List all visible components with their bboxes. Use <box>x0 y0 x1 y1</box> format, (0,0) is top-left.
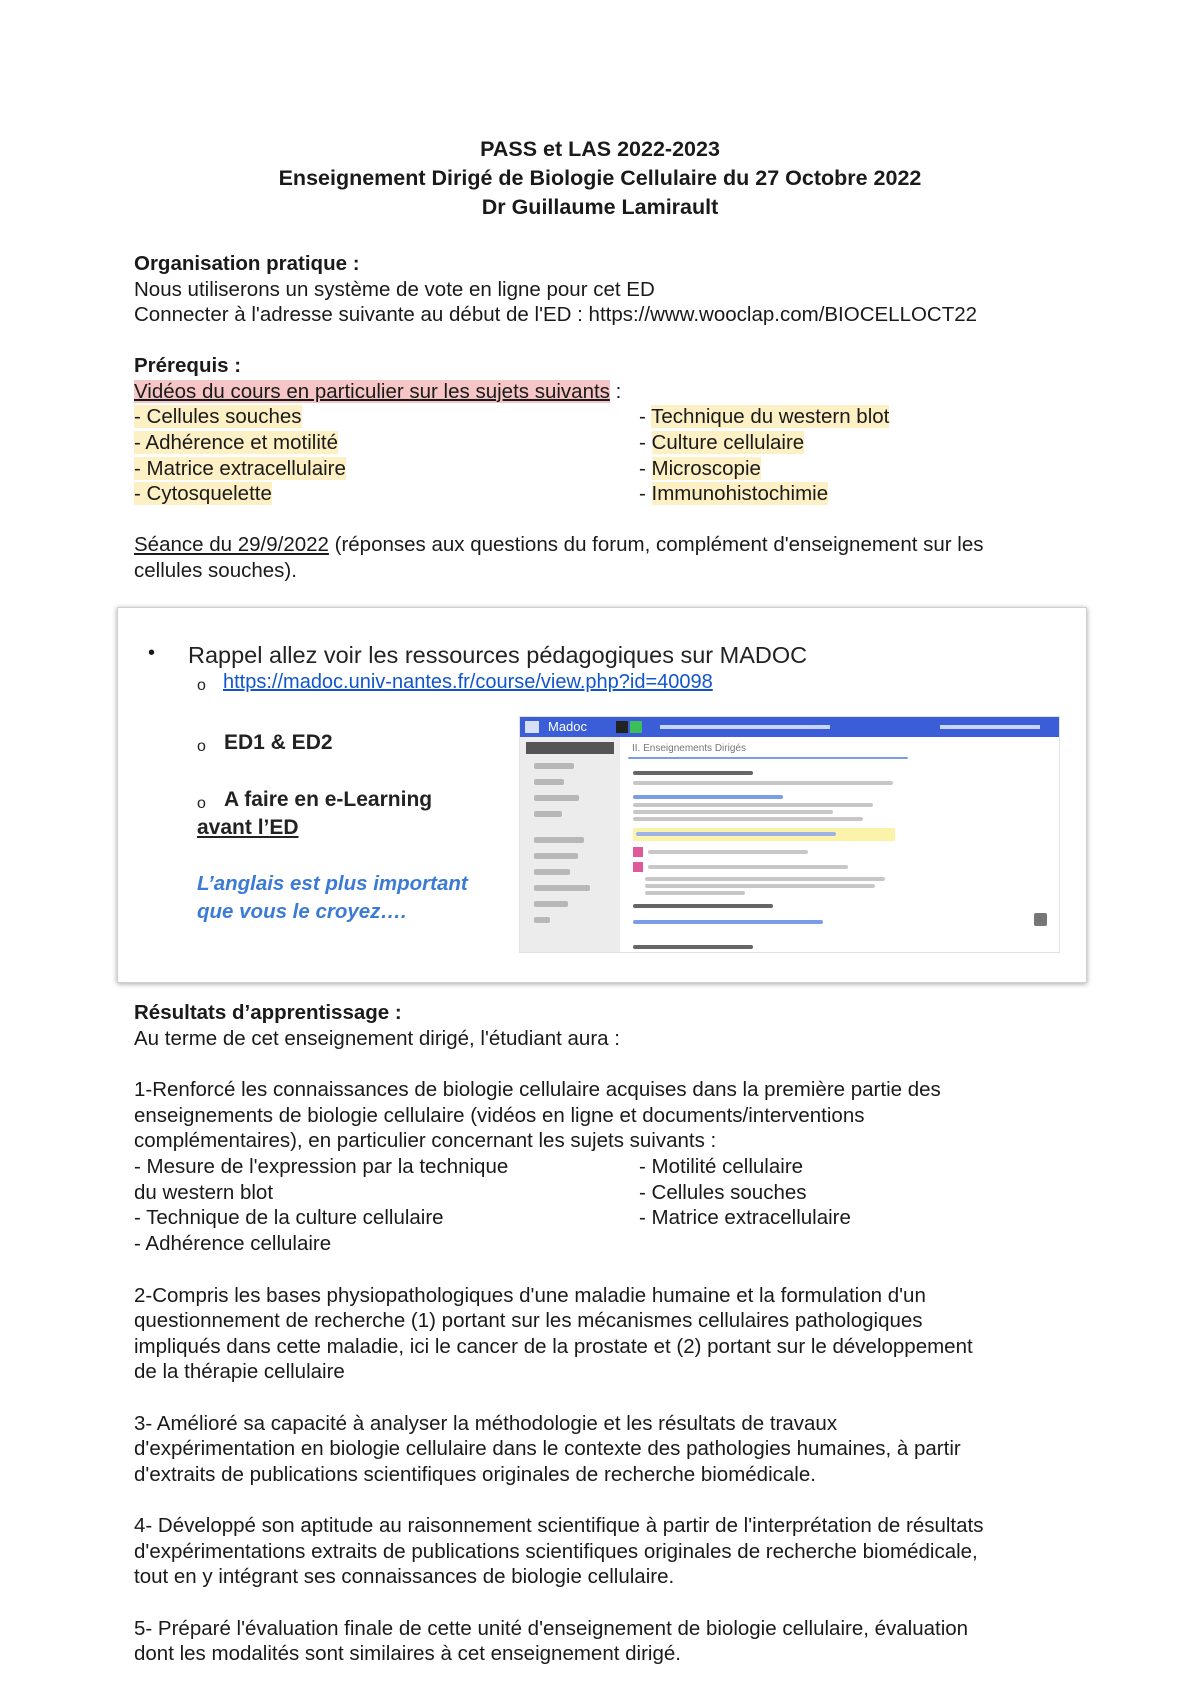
madoc-scroll-button <box>1034 913 1047 926</box>
prerequis-left-text: - Adhérence et motilité <box>134 431 338 454</box>
madoc-text <box>645 891 745 895</box>
seance-line-2: cellules souches). <box>134 559 297 582</box>
madoc-section-title: II. Enseignements Dirigés <box>632 743 746 754</box>
p4-line: 4- Développé son aptitude au raisonnement scientifique à partir de l'interprétation de résultats <box>134 1514 984 1537</box>
prerequis-right-dash: - <box>639 457 652 480</box>
prerequis-right-dash: - <box>639 482 652 505</box>
madoc-sidebar-item <box>534 795 579 801</box>
prerequis-right-item <box>639 430 804 455</box>
prerequis-intro: Vidéos du cours en particulier sur les sujets suivants <box>134 380 610 403</box>
p1-left-item: - Adhérence cellulaire <box>134 1232 332 1255</box>
madoc-link[interactable]: https://madoc.univ-nantes.fr/course/view.php?id=40098 <box>223 671 713 693</box>
madoc-top-bar <box>520 717 1059 737</box>
ed-label: ED1 & ED2 <box>224 731 333 754</box>
madoc-sidebar <box>520 737 620 952</box>
madoc-text <box>648 850 808 854</box>
seance-label: Séance du 29/9/2022 <box>134 533 329 556</box>
sub-bullet: o <box>197 677 206 694</box>
organisation-line-1: Nous utiliserons un système de vote en ligne pour cet ED <box>134 278 655 301</box>
madoc-text <box>648 865 848 869</box>
madoc-sidebar-item <box>534 869 570 875</box>
prerequis-right-text: Culture cellulaire <box>651 431 805 454</box>
p5-line: 5- Préparé l'évaluation finale de cette unité d'enseignement de biologie cellulaire, évaluation <box>134 1617 969 1640</box>
prerequis-left-item <box>134 456 346 481</box>
file-icon <box>633 847 643 857</box>
madoc-text <box>633 771 753 775</box>
madoc-user-menu <box>940 725 1040 729</box>
prerequis-right-item <box>639 404 889 429</box>
p1-line: enseignements de biologie cellulaire (vidéos en ligne et documents/interventions <box>134 1104 865 1127</box>
status-icon <box>630 721 642 733</box>
organisation-title: Organisation pratique : <box>134 252 360 275</box>
prerequis-left-item <box>134 430 338 455</box>
prerequis-right-text: Microscopie <box>651 457 761 480</box>
prerequis-right-dash: - <box>639 431 652 454</box>
organisation-line-2: Connecter à l'adresse suivante au début de l'ED : https://www.wooclap.com/BIOCELLOCT22 <box>134 303 978 326</box>
madoc-text <box>633 803 873 807</box>
madoc-sidebar-item <box>534 917 550 923</box>
prerequis-title: Prérequis : <box>134 354 242 377</box>
elearning-line-2: avant l’ED <box>197 816 299 839</box>
p1-left-item: - Technique de la culture cellulaire <box>134 1206 444 1229</box>
file-icon <box>633 862 643 872</box>
madoc-sidebar-item <box>534 901 568 907</box>
prerequis-left-item <box>134 404 302 429</box>
madoc-sidebar-item <box>534 811 562 817</box>
menu-icon <box>525 721 539 733</box>
madoc-reminder-slide <box>117 607 1087 983</box>
madoc-nav-items <box>660 725 830 729</box>
header-author: Dr Guillaume Lamirault <box>481 195 719 219</box>
seance-line-1 <box>134 532 984 557</box>
p3-line: d'expérimentation en biologie cellulaire dans le contexte des pathologies humaines, à partir <box>134 1437 961 1460</box>
madoc-text <box>633 817 863 821</box>
madoc-sidebar-active <box>526 742 614 754</box>
madoc-text <box>633 781 893 785</box>
header-title: PASS et LAS 2022-2023 <box>480 137 720 161</box>
prerequis-right-text: Immunohistochimie <box>651 482 829 505</box>
prerequis-intro-suffix: : <box>609 380 622 403</box>
madoc-text <box>633 795 783 799</box>
anglais-line-1: L’anglais est plus important <box>197 872 468 895</box>
madoc-sidebar-item <box>534 837 584 843</box>
madoc-sidebar-item <box>534 763 574 769</box>
prerequis-right-item <box>639 456 761 481</box>
header-subtitle: Enseignement Dirigé de Biologie Cellulaire du 27 Octobre 2022 <box>278 166 922 190</box>
p1-right-item: - Motilité cellulaire <box>639 1155 804 1178</box>
prerequis-right-item <box>639 481 828 506</box>
p2-line: questionnement de recherche (1) portant sur les mécanismes cellulaires pathologiques <box>134 1309 923 1332</box>
madoc-sidebar-item <box>534 885 590 891</box>
madoc-text <box>633 945 753 949</box>
p4-line: d'expérimentations extraits de publications scientifiques originales de recherche biomédicale, <box>134 1540 978 1563</box>
prerequis-intro-line <box>134 379 621 404</box>
madoc-text <box>645 884 875 888</box>
toggle-icon <box>616 721 628 733</box>
prerequis-right-dash: - <box>639 405 652 428</box>
madoc-text <box>636 832 836 836</box>
p1-right-item: - Matrice extracellulaire <box>639 1206 851 1229</box>
resultats-title: Résultats d’apprentissage : <box>134 1001 402 1024</box>
p2-line: 2-Compris les bases physiopathologiques d'une maladie humaine et la formulation d'un <box>134 1284 926 1307</box>
madoc-divider <box>628 757 908 759</box>
p1-line: 1-Renforcé les connaissances de biologie cellulaire acquises dans la première partie des <box>134 1078 941 1101</box>
slide-bullet: • <box>148 642 156 664</box>
p5-line: dont les modalités sont similaires à cet enseignement dirigé. <box>134 1642 681 1665</box>
madoc-screenshot <box>519 716 1060 953</box>
p1-right-item: - Cellules souches <box>639 1181 807 1204</box>
sub-bullet: o <box>197 738 206 755</box>
seance-rest: (réponses aux questions du forum, complément d'enseignement sur les <box>328 533 984 556</box>
anglais-line-2: que vous le croyez…. <box>197 900 407 923</box>
slide-heading: Rappel allez voir les ressources pédagogiques sur MADOC <box>188 642 808 668</box>
madoc-sidebar-item <box>534 779 564 785</box>
p3-line: 3- Amélioré sa capacité à analyser la méthodologie et les résultats de travaux <box>134 1412 838 1435</box>
p1-line: complémentaires), en particulier concernant les sujets suivants : <box>134 1129 717 1152</box>
prerequis-right-text: Technique du western blot <box>651 405 890 428</box>
prerequis-left-text: - Matrice extracellulaire <box>134 457 346 480</box>
prerequis-left-item <box>134 481 272 506</box>
prerequis-left-text: - Cellules souches <box>134 405 302 428</box>
p1-left-item: du western blot <box>134 1181 274 1204</box>
p2-line: impliqués dans cette maladie, ici le cancer de la prostate et (2) portant sur le développement <box>134 1335 973 1358</box>
sub-bullet: o <box>197 795 206 812</box>
madoc-text <box>633 810 833 814</box>
madoc-sidebar-item <box>534 853 578 859</box>
elearning-line-1: A faire en e-Learning <box>224 788 433 811</box>
p4-line: tout en y intégrant ses connaissances de biologie cellulaire. <box>134 1565 675 1588</box>
p1-left-item: - Mesure de l'expression par la technique <box>134 1155 509 1178</box>
madoc-logo: Madoc <box>548 719 588 734</box>
madoc-text <box>645 877 885 881</box>
prerequis-left-text: - Cytosquelette <box>134 482 272 505</box>
p3-line: d'extraits de publications scientifiques originales de recherche biomédicale. <box>134 1463 816 1486</box>
p2-line: de la thérapie cellulaire <box>134 1360 345 1383</box>
madoc-text <box>633 904 773 908</box>
resultats-intro: Au terme de cet enseignement dirigé, l'étudiant aura : <box>134 1027 620 1050</box>
madoc-text <box>633 920 823 924</box>
